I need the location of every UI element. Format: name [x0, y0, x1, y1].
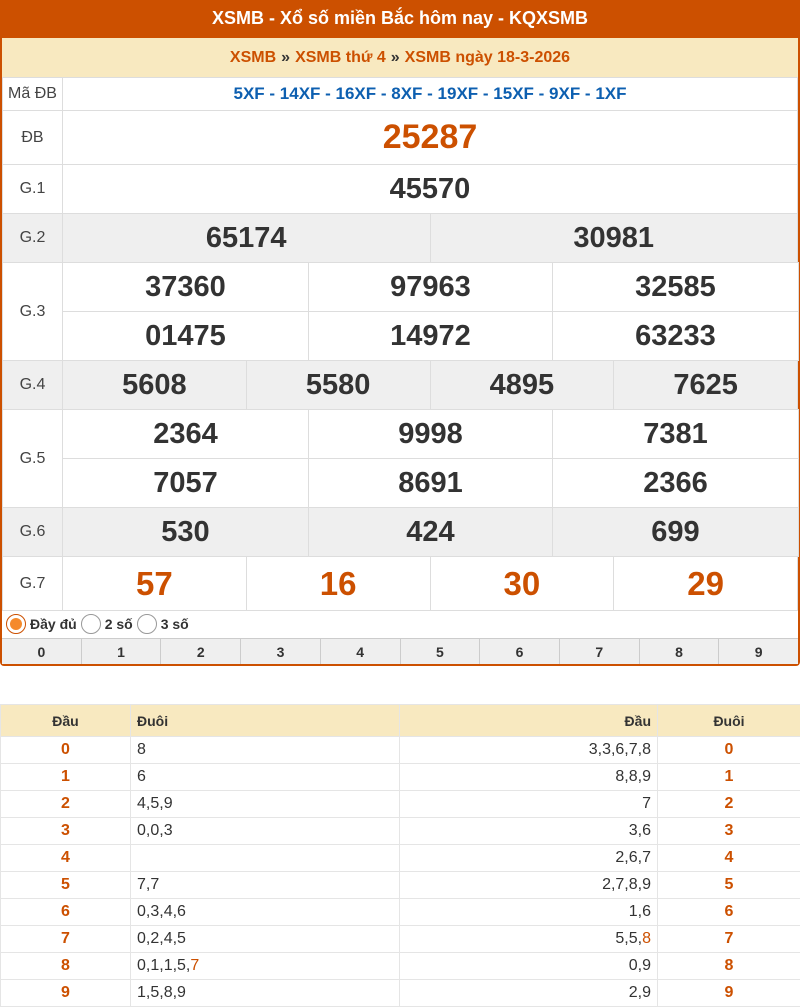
g7-number: 29	[614, 557, 798, 611]
table-row	[1, 818, 800, 845]
loto-dau2	[400, 872, 658, 899]
loto-dau2	[400, 818, 658, 845]
loto-duoi2: 0	[658, 737, 800, 764]
table-row	[1, 872, 800, 899]
loto-header-duoi2: Đuôi	[658, 705, 800, 737]
loto-duoi	[131, 899, 400, 926]
loto-duoi	[131, 737, 400, 764]
g2-number: 65174	[63, 214, 431, 263]
radio-three-digits[interactable]	[137, 614, 157, 634]
option-two-digits[interactable]	[81, 614, 133, 634]
loto-dau: 7	[1, 926, 131, 953]
g6-table	[2, 507, 799, 557]
g7-table	[2, 556, 798, 611]
loto-dau2-values: 3,3,6,7,8	[589, 741, 651, 758]
loto-duoi	[131, 764, 400, 791]
loto-dau2	[400, 764, 658, 791]
display-options	[2, 610, 798, 638]
loto-dau2-values: 3,6	[629, 822, 651, 839]
loto-table	[0, 704, 800, 1007]
g4-number: 7625	[614, 361, 798, 410]
digit-filter-5[interactable]: 5	[401, 639, 481, 664]
loto-dau2-values: 2,7,8,9	[602, 876, 651, 893]
digit-filter-6[interactable]: 6	[480, 639, 560, 664]
loto-dau: 8	[1, 953, 131, 980]
table-row	[1, 845, 800, 872]
g4-label: G.4	[3, 361, 63, 410]
table-row	[1, 926, 800, 953]
g5-label: G.5	[3, 410, 63, 508]
loto-dau: 1	[1, 764, 131, 791]
option-full[interactable]	[6, 614, 77, 634]
digit-filter-3[interactable]: 3	[241, 639, 321, 664]
digit-filter-2[interactable]: 2	[161, 639, 241, 664]
madb-value: 5XF - 14XF - 16XF - 8XF - 19XF - 15XF - 9XF - 1XF	[63, 78, 798, 111]
loto-duoi	[131, 845, 400, 872]
loto-duoi	[131, 980, 400, 1007]
loto-duoi-values: 0,3,4,6	[137, 903, 186, 920]
loto-dau2	[400, 926, 658, 953]
loto-duoi-values: 0,2,4,5	[137, 930, 186, 947]
g1-label: G.1	[3, 165, 63, 214]
breadcrumb-xsmb[interactable]: XSMB	[230, 49, 276, 66]
g3-number: 01475	[63, 312, 309, 361]
loto-dau: 2	[1, 791, 131, 818]
db-number: 25287	[63, 111, 798, 165]
loto-duoi	[131, 818, 400, 845]
g3-label: G.3	[3, 263, 63, 361]
loto-dau2	[400, 953, 658, 980]
digit-filter-4[interactable]: 4	[321, 639, 401, 664]
loto-duoi2: 1	[658, 764, 800, 791]
loto-dau2-highlight: 8	[642, 930, 651, 947]
g3-number: 32585	[553, 263, 799, 312]
option-three-label: 3 số	[161, 616, 189, 632]
g3-number: 63233	[553, 312, 799, 361]
g3-number: 37360	[63, 263, 309, 312]
madb-row	[3, 78, 798, 111]
g6-number: 424	[309, 508, 553, 557]
loto-dau2	[400, 899, 658, 926]
digit-filter-0[interactable]: 0	[2, 639, 82, 664]
loto-duoi2: 6	[658, 899, 800, 926]
loto-duoi-values: 6	[137, 768, 146, 785]
digit-filter-1[interactable]: 1	[82, 639, 162, 664]
table-row	[1, 980, 800, 1007]
loto-duoi-values: 7,7	[137, 876, 159, 893]
g7-label: G.7	[3, 557, 63, 611]
table-row	[1, 737, 800, 764]
loto-duoi-values: 0,0,3	[137, 822, 173, 839]
digit-filter-bar	[2, 638, 798, 664]
loto-dau2	[400, 980, 658, 1007]
loto-dau: 4	[1, 845, 131, 872]
g4-table	[2, 360, 798, 410]
db-row	[3, 111, 798, 165]
g3-table	[2, 262, 799, 361]
option-three-digits[interactable]	[137, 614, 189, 634]
table-row	[1, 953, 800, 980]
digit-filter-8[interactable]: 8	[640, 639, 720, 664]
g5-table	[2, 409, 799, 508]
g5-number: 8691	[309, 459, 553, 508]
g5-number: 7381	[553, 410, 799, 459]
loto-duoi	[131, 953, 400, 980]
loto-duoi-values: 8	[137, 741, 146, 758]
table-row	[1, 764, 800, 791]
loto-duoi	[131, 926, 400, 953]
loto-duoi	[131, 872, 400, 899]
g6-label: G.6	[3, 508, 63, 557]
g5-number: 9998	[309, 410, 553, 459]
g5-number: 7057	[63, 459, 309, 508]
breadcrumb	[2, 38, 798, 77]
loto-header-duoi: Đuôi	[131, 705, 400, 737]
g7-number: 16	[246, 557, 430, 611]
loto-dau2-values: 2,9	[629, 984, 651, 1001]
loto-dau: 6	[1, 899, 131, 926]
g3-number: 14972	[309, 312, 553, 361]
loto-dau2-values: 5,5,	[615, 930, 642, 947]
breadcrumb-date[interactable]: XSMB ngày 18-3-2026	[405, 49, 570, 66]
page-title: XSMB - Xổ số miền Bắc hôm nay - KQXSMB	[0, 0, 800, 38]
loto-dau2	[400, 737, 658, 764]
loto-dau2-values: 1,6	[629, 903, 651, 920]
option-full-label: Đầy đủ	[30, 616, 77, 632]
loto-duoi2: 2	[658, 791, 800, 818]
g5-number: 2366	[553, 459, 799, 508]
g3-number: 97963	[309, 263, 553, 312]
breadcrumb-separator: »	[391, 49, 400, 66]
g6-number: 699	[553, 508, 799, 557]
g2-number: 30981	[430, 214, 798, 263]
g2-label: G.2	[3, 214, 63, 263]
breadcrumb-separator: »	[281, 49, 290, 66]
g1-row	[3, 165, 798, 214]
loto-duoi2: 3	[658, 818, 800, 845]
g7-number: 57	[63, 557, 247, 611]
madb-label: Mã ĐB	[3, 78, 63, 111]
table-row	[1, 899, 800, 926]
loto-header-row	[1, 705, 800, 737]
loto-dau2-values: 7	[642, 795, 651, 812]
g7-number: 30	[430, 557, 614, 611]
loto-dau2-values: 2,6,7	[615, 849, 651, 866]
loto-duoi2: 5	[658, 872, 800, 899]
g4-number: 4895	[430, 361, 614, 410]
db-label: ĐB	[3, 111, 63, 165]
g4-number: 5608	[63, 361, 247, 410]
loto-duoi2: 4	[658, 845, 800, 872]
loto-header-dau: Đầu	[1, 705, 131, 737]
loto-dau2-values: 0,9	[629, 957, 651, 974]
loto-duoi-values: 0,1,1,5,	[137, 957, 190, 974]
radio-full[interactable]	[6, 614, 26, 634]
loto-dau2-values: 8,8,9	[615, 768, 651, 785]
breadcrumb-weekday[interactable]: XSMB thứ 4	[295, 49, 386, 66]
loto-dau: 9	[1, 980, 131, 1007]
loto-dau2	[400, 791, 658, 818]
loto-dau2	[400, 845, 658, 872]
loto-dau: 3	[1, 818, 131, 845]
digit-filter-9[interactable]: 9	[719, 639, 798, 664]
g6-number: 530	[63, 508, 309, 557]
results-table	[2, 77, 798, 263]
g4-number: 5580	[246, 361, 430, 410]
table-row	[1, 791, 800, 818]
digit-filter-7[interactable]: 7	[560, 639, 640, 664]
loto-duoi2: 7	[658, 926, 800, 953]
g2-row	[3, 214, 798, 263]
loto-dau: 0	[1, 737, 131, 764]
radio-two-digits[interactable]	[81, 614, 101, 634]
option-two-label: 2 số	[105, 616, 133, 632]
g1-number: 45570	[63, 165, 798, 214]
g5-number: 2364	[63, 410, 309, 459]
loto-duoi-values: 4,5,9	[137, 795, 173, 812]
loto-duoi-highlight: 7	[190, 957, 199, 974]
loto-dau: 5	[1, 872, 131, 899]
loto-header-dau2: Đầu	[400, 705, 658, 737]
loto-duoi2: 8	[658, 953, 800, 980]
loto-duoi-values: 1,5,8,9	[137, 984, 186, 1001]
loto-duoi	[131, 791, 400, 818]
loto-duoi2: 9	[658, 980, 800, 1007]
